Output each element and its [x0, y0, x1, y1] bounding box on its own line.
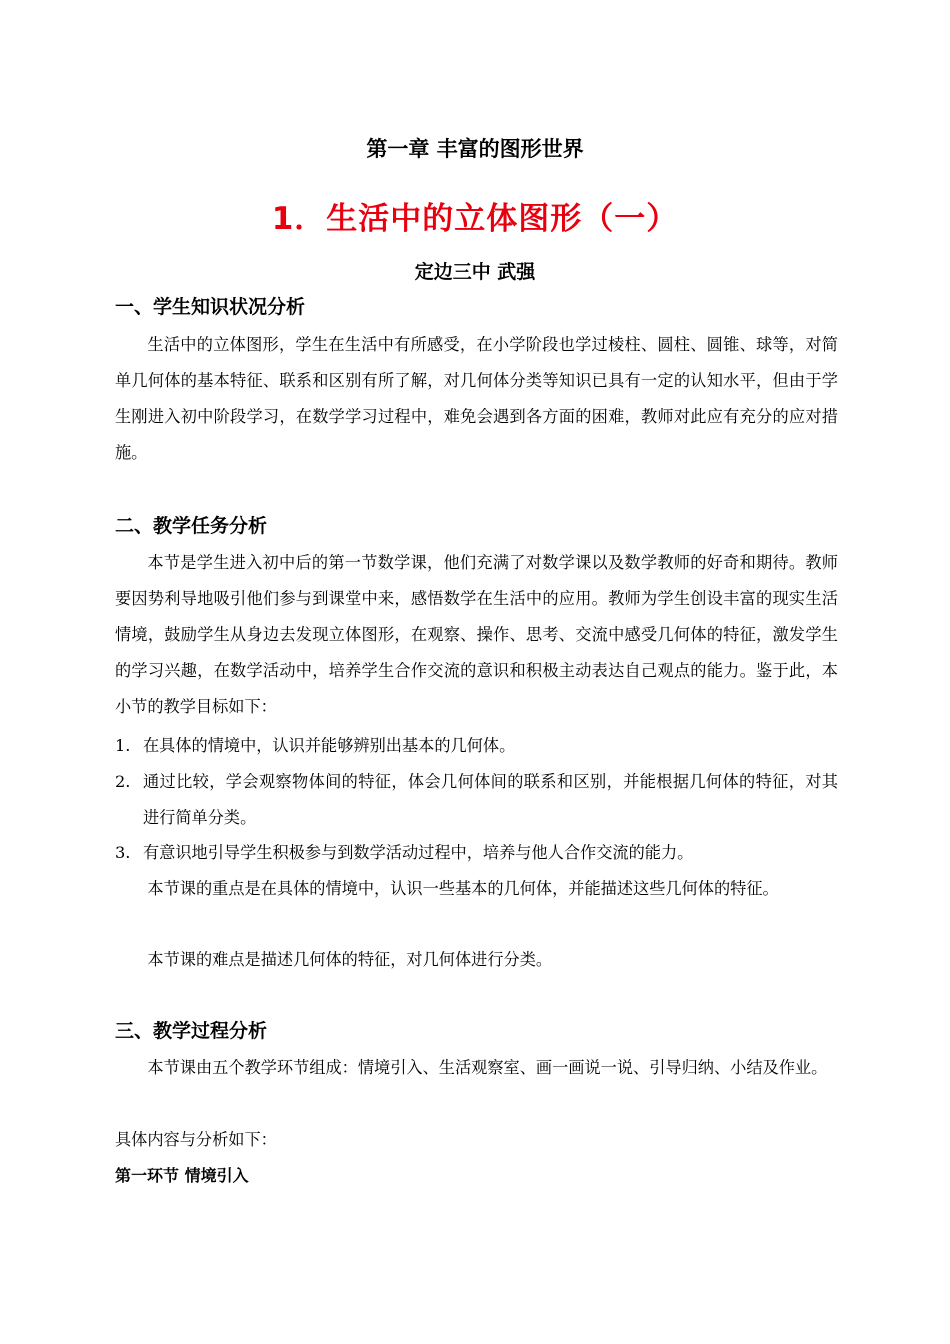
section3-paragraph: 本节课由五个教学环节组成：情境引入、生活观察室、画一画说一说、引导归纳、小结及作业。	[147, 1058, 828, 1077]
section1-heading: 一、学生知识状况分析	[115, 296, 306, 318]
goal-number: 3.	[115, 843, 131, 862]
chapter-title: 第一章 丰富的图形世界	[366, 137, 584, 161]
key-point-paragraph: 本节课的重点是在具体的情境中，认识一些基本的几何体，并能描述这些几何体的特征。	[147, 879, 779, 898]
section1-paragraph: 生活中的立体图形，学生在生活中有所感受，在小学阶段也学过棱柱、圆柱、圆锥、球等，对简单几何体的基本特征、联系和区别有所了解，对几何体分类等知识已具有一定的认知水平，但由于学生刚进入初中阶段学习，在数学学习过程中，难免会遇到各方面的困难，教师对此应有充分的应对措施。	[115, 335, 838, 462]
lesson-title: 1．生活中的立体图形（一）	[271, 201, 679, 237]
section2-heading: 二、教学任务分析	[115, 515, 268, 537]
author-line: 定边三中 武强	[414, 261, 536, 283]
goal-item-3	[115, 835, 838, 871]
goal-item-2	[115, 764, 838, 836]
goal-number: 1.	[115, 736, 131, 755]
first-step-heading: 第一环节 情境引入	[115, 1166, 249, 1185]
goal-number: 2.	[115, 772, 131, 791]
section3-heading: 三、教学过程分析	[115, 1020, 268, 1042]
difficulty-paragraph: 本节课的难点是描述几何体的特征，对几何体进行分类。	[147, 950, 553, 969]
goal-text: 有意识地引导学生积极参与到数学活动过程中，培养与他人合作交流的能力。	[143, 843, 694, 862]
section2-paragraph: 本节是学生进入初中后的第一节数学课，他们充满了对数学课以及数学教师的好奇和期待。教师要因势利导地吸引他们参与到课堂中来，感悟数学在生活中的应用。教师为学生创设丰富的现实生活情境，鼓励学生从身边去发现立体图形，在观察、操作、思考、交流中感受几何体的特征，激发学生的学习兴趣，在数学活动中，培养学生合作交流的意识和积极主动表达自己观点的能力。鉴于此，本小节的教学目标如下：	[115, 553, 838, 716]
goal-item-1	[115, 728, 838, 764]
goal-text: 通过比较，学会观察物体间的特征，体会几何体间的联系和区别，并能根据几何体的特征，对其进行简单分类。	[143, 772, 838, 827]
goal-text: 在具体的情境中，认识并能够辨别出基本的几何体。	[143, 736, 516, 755]
detail-intro: 具体内容与分析如下：	[115, 1130, 277, 1149]
